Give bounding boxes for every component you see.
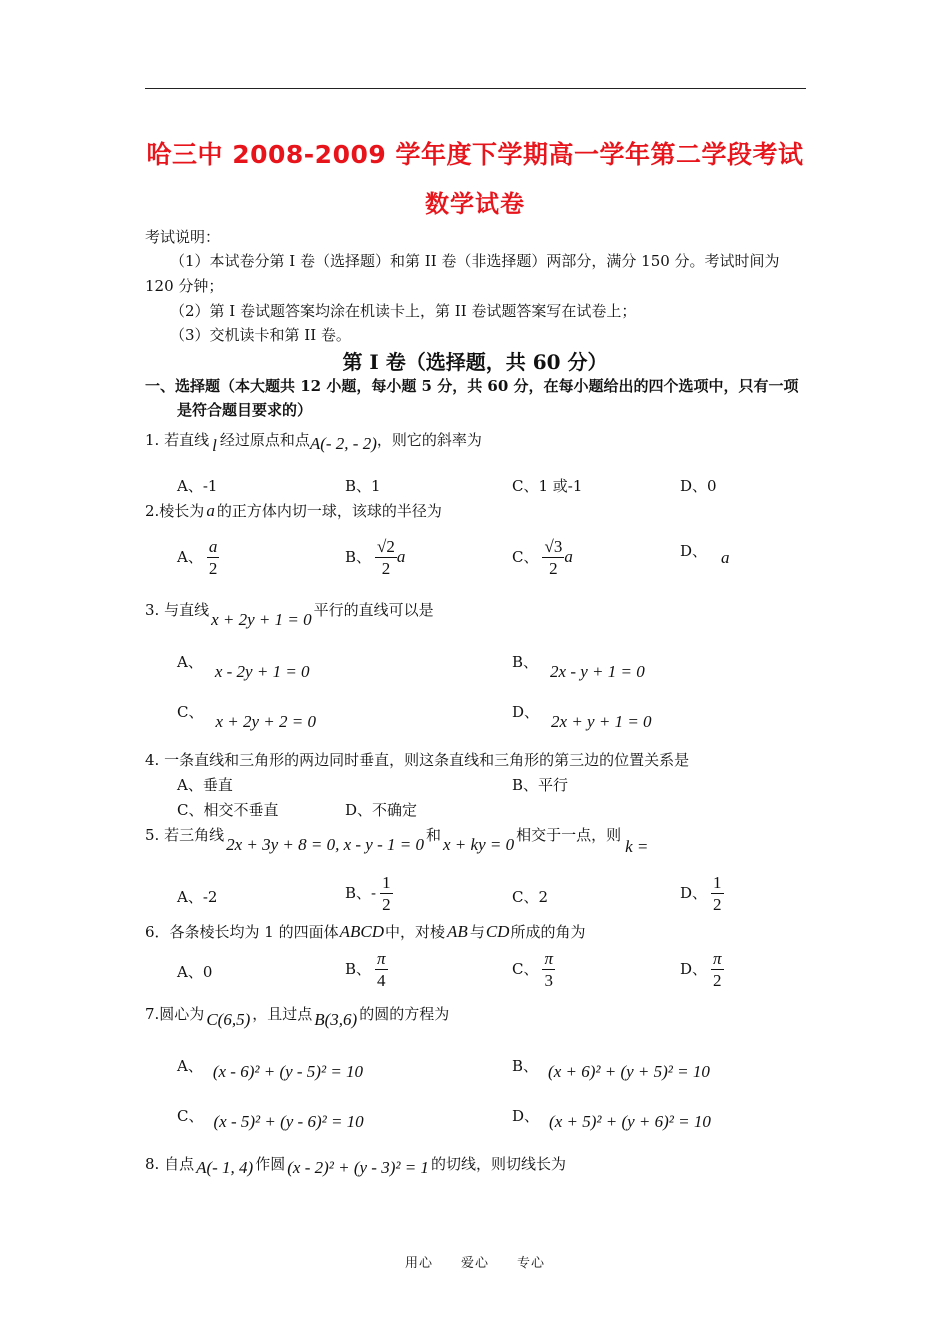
q2-option-d (680, 541, 730, 567)
q6-text: 6．各条棱长均为 1 的四面体 (145, 923, 339, 941)
q2-option-c (512, 538, 573, 578)
q7-d-label: D、 (512, 1107, 540, 1125)
q1-option-a: A、-1 (177, 477, 218, 495)
q5-text: 5. 若三角线 (145, 826, 225, 844)
q2-d-label: D、 (680, 542, 708, 560)
q3-equation: x + 2y + 1 = 0 (211, 610, 312, 629)
section-desc: 一、选择题（本大题共 12 小题，每小题 5 分，共 60 分，在每小题给出的四个选项中，只有一项 (145, 377, 799, 395)
q7-a-eq: (x - 6)² + (y - 5)² = 10 (212, 1062, 364, 1081)
q2-text-post: 的正方体内切一球，该球的半径为 (216, 502, 442, 520)
q6-c-num: π (544, 949, 554, 968)
q7-c-eq: (x - 5)² + (y - 6)² = 10 (213, 1112, 364, 1131)
q5-text-mid: 和 (425, 826, 441, 844)
q2-c-num: √3 (544, 537, 563, 556)
q7-text-post: 的圆的方程为 (359, 1005, 450, 1023)
question-7 (145, 1004, 450, 1029)
q3-option-b (512, 652, 645, 681)
q4-option-d: D、不确定 (345, 801, 418, 819)
q2-c-var: a (564, 547, 573, 566)
q2-c-den: 2 (549, 559, 558, 578)
q6-option-a: A、0 (177, 963, 213, 981)
q2-a-num: a (208, 537, 218, 556)
q2-c-label: C、 (512, 548, 539, 566)
q1-option-c: C、1 或-1 (512, 477, 583, 495)
q2-b-num: √2 (377, 537, 395, 556)
q2-b-den: 2 (381, 559, 391, 578)
q4-option-b: B、平行 (512, 776, 569, 794)
q2-option-a (177, 538, 219, 578)
instruction-2: （2）第 I 卷试题答案均涂在机读卡上，第 II 卷试题答案写在试卷上； (170, 302, 637, 320)
q8-circle-eq: (x - 2)² + (y - 3)² = 1 (287, 1158, 429, 1177)
q2-var: a (206, 501, 215, 520)
q6-d-den: 2 (713, 971, 722, 990)
q7-c-label: C、 (177, 1107, 204, 1125)
q2-a-den: 2 (208, 559, 218, 578)
page-footer (0, 1252, 950, 1271)
q1-option-d: D、0 (680, 477, 717, 495)
q5-d-num: 1 (713, 873, 722, 892)
exam-title: 哈三中 2008-2009 学年度下学期高一学年第二学段考试 (146, 140, 804, 169)
instruction-3: （3）交机读卡和第 II 卷。 (170, 326, 351, 344)
q2-c-fraction (542, 538, 564, 578)
q6-text-post: 所成的角为 (510, 923, 586, 941)
q5-d-den: 2 (713, 895, 722, 914)
q5-text-post: 相交于一点，则 (516, 826, 622, 844)
instruction-1-cont: 120 分钟； (145, 277, 224, 295)
exam-subtitle: 数学试卷 (425, 190, 525, 218)
question-2 (145, 501, 442, 521)
footer-text-1: 用心 (404, 1256, 433, 1271)
q5-option-b (345, 874, 393, 914)
q3-d-eq: 2x + y + 1 = 0 (551, 712, 652, 731)
footer-text-2: 爱心 (460, 1256, 489, 1271)
q6-b-den: 4 (377, 971, 386, 990)
q6-text-mid2: 与 (469, 923, 485, 941)
q6-var-abcd: ABCD (339, 922, 385, 941)
section-title: 第 I 卷（选择题，共 60 分） (342, 350, 608, 374)
q2-option-b (345, 538, 405, 578)
q7-b-label: B、 (512, 1057, 539, 1075)
q3-text-post: 平行的直线可以是 (313, 601, 434, 619)
q8-text-post: 的切线，则切线长为 (430, 1155, 566, 1173)
q6-c-label: C、 (512, 960, 539, 978)
q7-b-eq: (x + 6)² + (y + 5)² = 10 (548, 1062, 710, 1081)
q6-d-num: π (713, 949, 722, 968)
q7-a-label: A、 (177, 1057, 203, 1075)
q5-option-d (680, 874, 724, 914)
question-5 (145, 825, 649, 856)
q5-b-num: 1 (382, 873, 391, 892)
q6-d-fraction (711, 950, 724, 990)
q7-d-eq: (x + 5)² + (y + 6)² = 10 (549, 1112, 711, 1131)
q7-option-d (512, 1106, 711, 1131)
q1-point: A(- 2, - 2) (309, 434, 377, 453)
q3-b-eq: 2x - y + 1 = 0 (550, 662, 645, 681)
q2-b-label: B、 (345, 548, 372, 566)
q6-c-den: 3 (544, 971, 553, 990)
q6-option-d (680, 950, 724, 990)
question-1 (145, 430, 482, 455)
q4-option-a: A、垂直 (177, 776, 233, 794)
q7-text-mid: ，且过点 (252, 1005, 313, 1023)
question-3 (145, 600, 434, 629)
q1-text: 1. 若直线 (145, 431, 210, 449)
q6-text-mid1: 中，对棱 (385, 923, 446, 941)
q3-text: 3. 与直线 (145, 601, 210, 619)
q6-var-ab: AB (447, 922, 468, 941)
instruction-1: （1）本试卷分第 I 卷（选择题）和第 II 卷（非选择题）两部分，满分 150 分。考试时间为 (170, 252, 780, 270)
q5-equation-2: x + ky = 0 (443, 835, 515, 854)
question-6 (145, 922, 585, 942)
q5-k: k = (625, 837, 649, 856)
q6-var-cd: CD (485, 922, 510, 941)
q6-d-label: D、 (680, 960, 708, 978)
q1-text-mid: 经过原点和点 (219, 431, 310, 449)
q2-d-var: a (721, 548, 730, 567)
q6-option-c (512, 950, 555, 990)
q2-text: 2.棱长为 (145, 502, 205, 520)
q2-b-var: a (396, 547, 406, 566)
q1-var: l (212, 436, 217, 455)
q5-option-a: A、-2 (177, 888, 218, 906)
q5-option-c: C、2 (512, 888, 549, 906)
q5-b-label: B、- (345, 884, 377, 902)
q2-a-fraction (207, 538, 220, 578)
q7-option-c (177, 1106, 364, 1131)
q7-option-b (512, 1056, 710, 1081)
q2-a-label: A、 (177, 548, 203, 566)
q3-option-d (512, 702, 652, 731)
q3-a-eq: x - 2y + 1 = 0 (214, 662, 310, 681)
instructions-heading: 考试说明： (145, 228, 221, 246)
q1-option-b: B、1 (345, 477, 381, 495)
q3-a-label: A、 (177, 653, 203, 671)
q5-b-den: 2 (382, 895, 391, 914)
q5-d-label: D、 (680, 884, 708, 902)
footer-text-3: 专心 (517, 1256, 546, 1271)
q7-option-a (177, 1056, 364, 1081)
q5-equations: 2x + 3y + 8 = 0, x - y - 1 = 0 (226, 835, 424, 854)
q6-b-fraction (375, 950, 388, 990)
q8-text-mid: 作圆 (255, 1155, 286, 1173)
q2-b-fraction (375, 538, 397, 578)
q8-text: 8. 自点 (145, 1155, 195, 1173)
q6-option-b (345, 950, 388, 990)
q6-b-num: π (377, 949, 386, 968)
q7-center: C(6,5) (206, 1010, 251, 1029)
q4-option-c: C、相交不垂直 (177, 801, 279, 819)
q8-point: A(- 1, 4) (196, 1158, 254, 1177)
q6-c-fraction (542, 950, 555, 990)
q1-text-post: ，则它的斜率为 (376, 431, 482, 449)
q6-b-label: B、 (345, 960, 372, 978)
section-desc-cont: 是符合题目要求的） (177, 401, 313, 419)
q7-point: B(3,6) (314, 1010, 358, 1029)
q7-text: 7.圆心为 (145, 1005, 205, 1023)
q5-b-fraction (380, 874, 393, 914)
header-rule (145, 88, 806, 89)
q3-option-c (177, 702, 316, 731)
q3-option-a (177, 652, 310, 681)
q3-c-eq: x + 2y + 2 = 0 (215, 712, 316, 731)
q3-b-label: B、 (512, 653, 539, 671)
q5-d-fraction (711, 874, 724, 914)
question-4: 4. 一条直线和三角形的两边同时垂直，则这条直线和三角形的第三边的位置关系是 (145, 751, 690, 769)
question-8 (145, 1154, 566, 1177)
q3-c-label: C、 (177, 703, 204, 721)
q3-d-label: D、 (512, 703, 540, 721)
